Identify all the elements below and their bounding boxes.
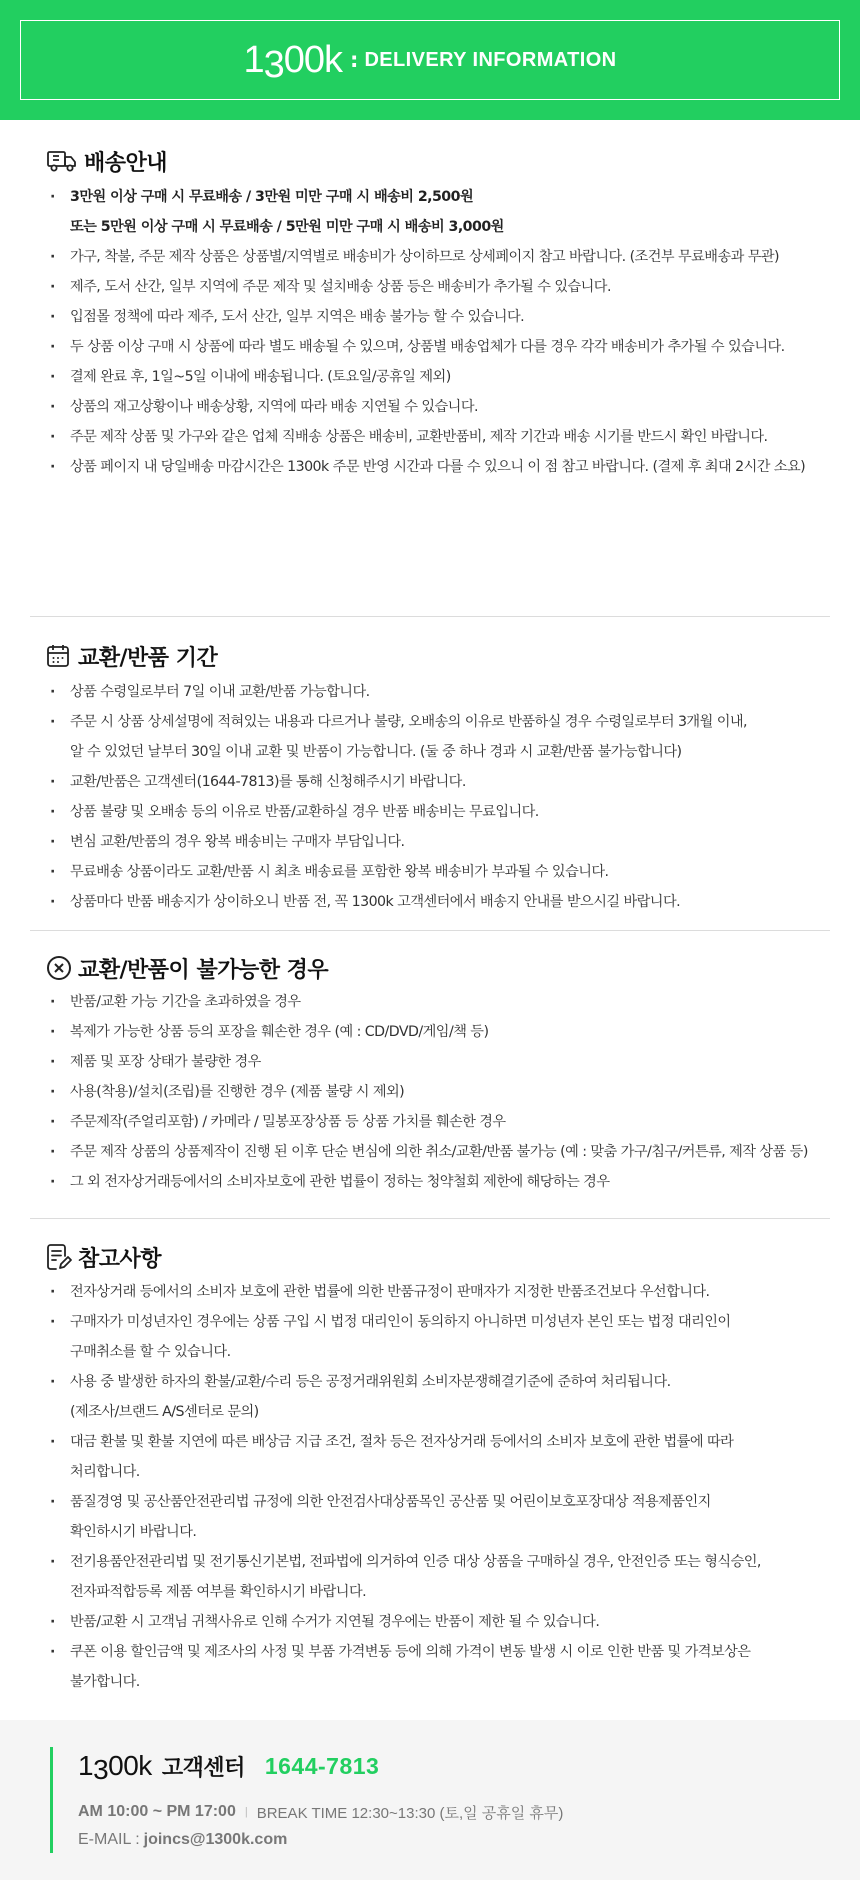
- list-item: · 전자상거래 등에서의 소비자 보호에 관한 법률에 의한 반품규정이 판매자가 지정한 반품조건보다 우선합니다.: [30, 1277, 830, 1307]
- list-item: · 반품/교환 시 고객님 귀책사유로 인해 수거가 지연될 경우에는 반품이 제한 될 수 있습니다.: [30, 1607, 830, 1637]
- list-item: · 제주, 도서 산간, 일부 지역에 주문 제작 및 설치배송 상품 등은 배송비가 추가될 수 있습니다.: [30, 272, 830, 302]
- list-item: · 두 상품 이상 구매 시 상품에 따라 별도 배송될 수 있으며, 상품별 배송업체가 다를 경우 각각 배송비가 추가될 수 있습니다.: [30, 332, 830, 362]
- list-item: · 반품/교환 가능 기간을 초과하였을 경우: [30, 987, 830, 1017]
- list-item: · 쿠폰 이용 할인금액 및 제조사의 사정 및 부품 가격변동 등에 의해 가격이 변동 발생 시 이로 인한 반품 및 가격보상은: [30, 1637, 830, 1667]
- list-item: · 무료배송 상품이라도 교환/반품 시 최초 배송료를 포함한 왕복 배송비가 부과될 수 있습니다.: [30, 857, 830, 887]
- email-label: E-MAIL :: [78, 1831, 140, 1848]
- list-item: · 상품 페이지 내 당일배송 마감시간은 1300k 주문 반영 시간과 다를 수 있으니 이 점 참고 바랍니다. (결제 후 최대 2시간 소요): [30, 452, 830, 482]
- list-item: · 상품 수령일로부터 7일 이내 교환/반품 가능합니다.: [30, 677, 830, 707]
- calendar-icon: [46, 643, 72, 669]
- truck-icon: [46, 148, 78, 174]
- section-title-text: 배송안내: [84, 150, 168, 176]
- list-item: · 복제가 가능한 상품 등의 포장을 훼손한 경우 (예 : CD/DVD/게임/책 등): [30, 1017, 830, 1047]
- list-item: (제조사/브랜드 A/S센터로 문의): [70, 1404, 259, 1420]
- operating-hours: AM 10:00 ~ PM 17:00: [78, 1803, 236, 1820]
- list-item: 불가합니다.: [70, 1674, 140, 1690]
- list-item: · 결제 완료 후, 1일~5일 이내에 배송됩니다. (토요일/공휴일 제외): [30, 362, 830, 392]
- list-item: 구매취소를 할 수 있습니다.: [70, 1344, 231, 1360]
- list-item: · 상품마다 반품 배송지가 상이하오니 반품 전, 꼭 1300k 고객센터에서 배송지 안내를 받으시길 바랍니다.: [30, 887, 830, 917]
- customer-center-label: 고객센터: [161, 1755, 245, 1781]
- break-time: BREAK TIME 12:30~13:30 (토,일 공휴일 휴무): [256, 1804, 564, 1822]
- section-title: [46, 953, 830, 983]
- content: [0, 120, 860, 1720]
- list-item: · 구매자가 미성년자인 경우에는 상품 구입 시 법정 대리인이 동의하지 아니하면 미성년자 본인 또는 법정 대리인이: [30, 1307, 830, 1337]
- header-colon: :: [350, 48, 359, 72]
- list-item: · 상품의 재고상황이나 배송상황, 지역에 따라 배송 지연될 수 있습니다.: [30, 392, 830, 422]
- list-item: 처리합니다.: [70, 1464, 140, 1480]
- header-banner: [0, 0, 860, 120]
- list-item: · 사용(착용)/설치(조립)를 진행한 경우 (제품 불량 시 제외): [30, 1077, 830, 1107]
- list-item: · 변심 교환/반품의 경우 왕복 배송비는 구매자 부담입니다.: [30, 827, 830, 857]
- list-item: 또는 5만원 이상 구매 시 무료배송 / 5만원 미만 구매 시 배송비 3,000원: [70, 219, 504, 235]
- delivery-list: [30, 182, 830, 482]
- list-item: · 가구, 착불, 주문 제작 상품은 상품별/지역별로 배송비가 상이하므로 상세페이지 참고 바랍니다. (조건부 무료배송과 무관): [30, 242, 830, 272]
- list-item: · 교환/반품은 고객센터(1644-7813)를 통해 신청해주시기 바랍니다.: [30, 767, 830, 797]
- customer-center-phone[interactable]: 1644-7813: [264, 1752, 380, 1779]
- email-address[interactable]: joincs@1300k.com: [143, 1831, 288, 1848]
- section-title-text: 참고사항: [78, 1246, 162, 1272]
- hours-separator: |: [244, 1806, 248, 1818]
- notes-list: [30, 1277, 830, 1697]
- not-allowed-list: [30, 987, 830, 1197]
- list-item: · 대금 환불 및 환불 지연에 따른 배상금 지급 조건, 절차 등은 전자상거래 등에서의 소비자 보호에 관한 법률에 따라: [30, 1427, 830, 1457]
- list-item: · 주문 제작 상품의 상품제작이 진행 된 이후 단순 변심에 의한 취소/교환/반품 불가능 (예 : 맞춤 가구/침구/커튼류, 제작 상품 등): [30, 1137, 830, 1167]
- list-item: 확인하시기 바랍니다.: [70, 1524, 197, 1540]
- list-item: · 품질경영 및 공산품안전관리법 규정에 의한 안전검사대상품목인 공산품 및 어린이보호포장대상 적용제품인지: [30, 1487, 830, 1517]
- section-title-text: 교환/반품 기간: [78, 645, 218, 671]
- section-exchange-period: [30, 617, 830, 931]
- list-item: · 주문제작(주얼리포함) / 카메라 / 밀봉포장상품 등 상품 가치를 훼손한 경우: [30, 1107, 830, 1137]
- header-box: [20, 20, 840, 100]
- list-item: · 사용 중 발생한 하자의 환불/교환/수리 등은 공정거래위원회 소비자분쟁해결기준에 준하여 처리됩니다.: [30, 1367, 830, 1397]
- list-item: · 전기용품안전관리법 및 전기통신기본법, 전파법에 의거하여 인증 대상 상품을 구매하실 경우, 안전인증 또는 형식승인,: [30, 1547, 830, 1577]
- footer-info: [50, 1747, 860, 1853]
- section-title: [46, 641, 830, 671]
- header-title: DELIVERY INFORMATION: [364, 48, 617, 71]
- x-circle-icon: [46, 955, 72, 981]
- list-item: · 주문 시 상품 상세설명에 적혀있는 내용과 다르거나 불량, 오배송의 이유로 반품하실 경우 수령일로부터 3개월 이내,: [30, 707, 830, 737]
- section-title: [46, 146, 830, 176]
- section-title-text: 교환/반품이 불가능한 경우: [78, 957, 329, 983]
- section-delivery: [30, 120, 830, 617]
- note-icon: [46, 1243, 72, 1271]
- list-item: · 3만원 이상 구매 시 무료배송 / 3만원 미만 구매 시 배송비 2,500원: [30, 182, 830, 212]
- list-item: · 제품 및 포장 상태가 불량한 경우: [30, 1047, 830, 1077]
- list-item: · 주문 제작 상품 및 가구와 같은 업체 직배송 상품은 배송비, 교환반품비, 제작 기간과 배송 시기를 반드시 확인 바랍니다.: [30, 422, 830, 452]
- list-item: 전자파적합등록 제품 여부를 확인하시기 바랍니다.: [70, 1584, 367, 1600]
- footer-customer-center: [0, 1720, 860, 1880]
- exchange-period-list: [30, 677, 830, 917]
- list-item: · 입점몰 정책에 따라 제주, 도서 산간, 일부 지역은 배송 불가능 할 수 있습니다.: [30, 302, 830, 332]
- list-item: · 그 외 전자상거래등에서의 소비자보호에 관한 법률이 정하는 청약철회 제한에 해당하는 경우: [30, 1167, 830, 1197]
- list-item: · 상품 불량 및 오배송 등의 이유로 반품/교환하실 경우 반품 배송비는 무료입니다.: [30, 797, 830, 827]
- footer-brand-logo: 1300k: [78, 1750, 152, 1785]
- section-title: [46, 1241, 830, 1273]
- list-item: 알 수 있었던 날부터 30일 이내 교환 및 반품이 가능합니다. (둘 중 하나 경과 시 교환/반품 불가능합니다): [70, 744, 682, 760]
- section-not-allowed: [30, 931, 830, 1219]
- section-notes: [30, 1219, 830, 1720]
- brand-logo: 1300k: [243, 39, 343, 86]
